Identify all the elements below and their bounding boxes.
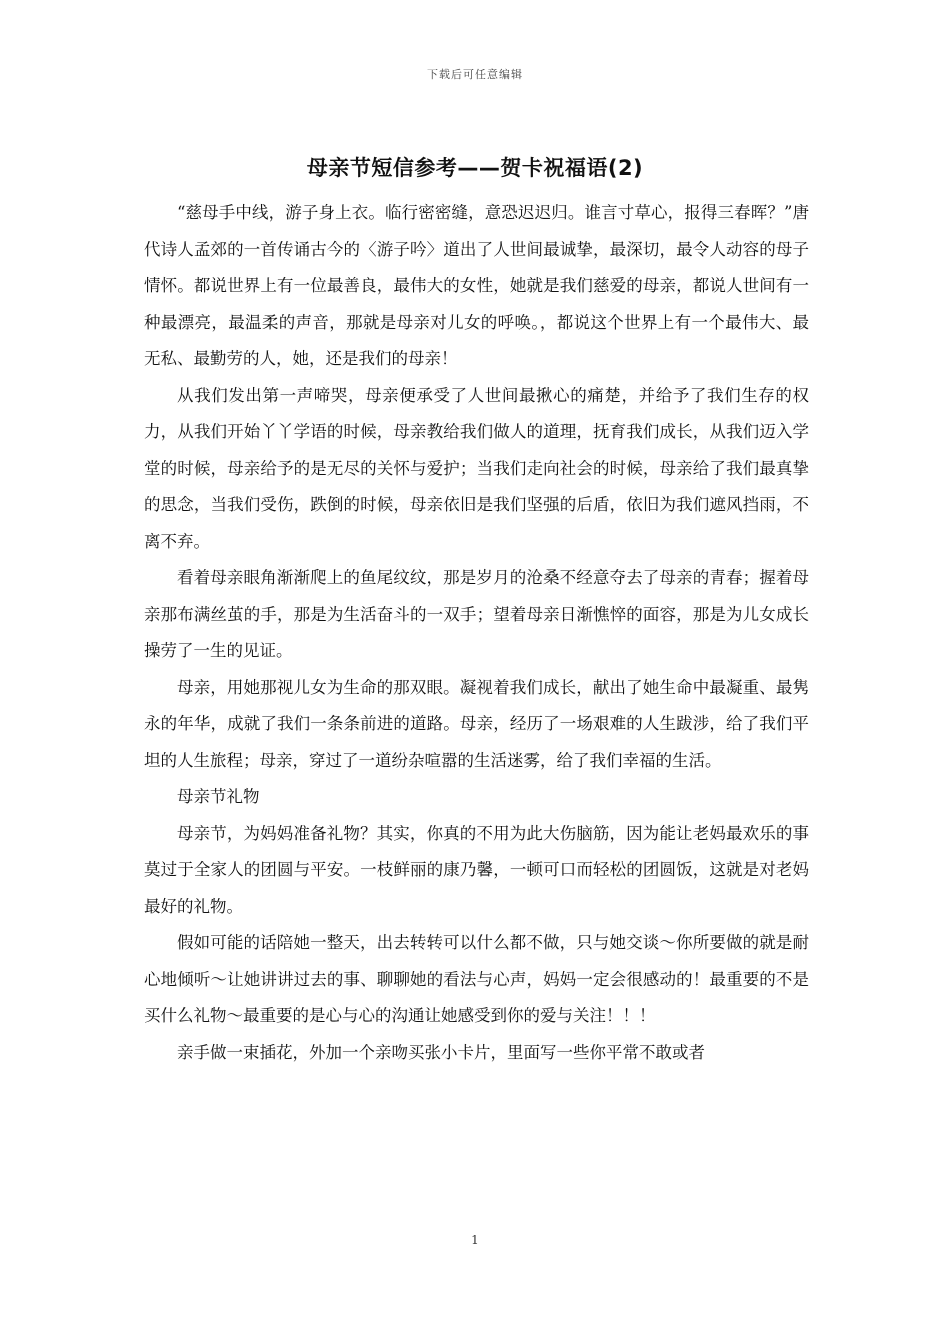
paragraph: 亲手做一束插花，外加一个亲吻买张小卡片，里面写一些你平常不敢或者 [177, 1042, 705, 1062]
document-body [144, 195, 809, 1071]
document-title: 母亲节短信参考——贺卡祝福语(2) [306, 156, 644, 180]
page-number: 1 [471, 1233, 479, 1247]
paragraph: 假如可能的话陪她一整天，出去转转可以什么都不做，只与她交谈～你所要做的就是耐心地倾听～让她讲讲过去的事、聊聊她的看法与心声，妈妈一定会很感动的！最重要的不是买什么礼物～最重要的是心与心的沟通让她感受到你的爱与关注！！！ [144, 933, 809, 1025]
paragraph: 从我们发出第一声啼哭，母亲便承受了人世间最揪心的痛楚，并给予了我们生存的权力，从我们开始丫丫学语的时候，母亲教给我们做人的道理，抚育我们成长，从我们迈入学堂的时候，母亲给予的是无尽的关怀与爱护；当我们走向社会的时候，母亲给了我们最真挚的思念，当我们受伤，跌倒的时候，母亲依旧是我们坚强的后盾，依旧为我们遮风挡雨，不离不弃。 [144, 385, 809, 551]
paragraph: “慈母手中线，游子身上衣。临行密密缝，意恐迟迟归。谁言寸草心，报得三春晖？”唐代诗人孟郊的一首传诵古今的〈游子吟〉道出了人世间最诚挚，最深切，最令人动容的母子情怀。都说世界上有一位最善良，最伟大的女性，她就是我们慈爱的母亲，都说人世间有一种最漂亮，最温柔的声音，那就是母亲对儿女的呼唤。，都说这个世界上有一个最伟大、最无私、最勤劳的人，她，还是我们的母亲！ [144, 203, 809, 368]
paragraph: 母亲，用她那视儿女为生命的那双眼。凝视着我们成长，献出了她生命中最凝重、最隽永的年华，成就了我们一条条前进的道路。母亲，经历了一场艰难的人生跋涉，给了我们平坦的人生旅程；母亲，穿过了一道纷杂喧嚣的生活迷雾，给了我们幸福的生活。 [144, 677, 809, 770]
page-header-note: 下载后可任意编辑 [427, 68, 523, 81]
section-heading: 母亲节礼物 [177, 787, 260, 806]
paragraph: 母亲节，为妈妈准备礼物？其实，你真的不用为此大伤脑筋，因为能让老妈最欢乐的事莫过于全家人的团圆与平安。一枝鲜丽的康乃馨，一顿可口而轻松的团圆饭，这就是对老妈最好的礼物。 [144, 823, 809, 916]
paragraph: 看着母亲眼角渐渐爬上的鱼尾纹纹，那是岁月的沧桑不经意夺去了母亲的青春；握着母亲那布满丝茧的手，那是为生活奋斗的一双手；望着母亲日渐憔悴的面容，那是为儿女成长操劳了一生的见证。 [144, 568, 809, 660]
